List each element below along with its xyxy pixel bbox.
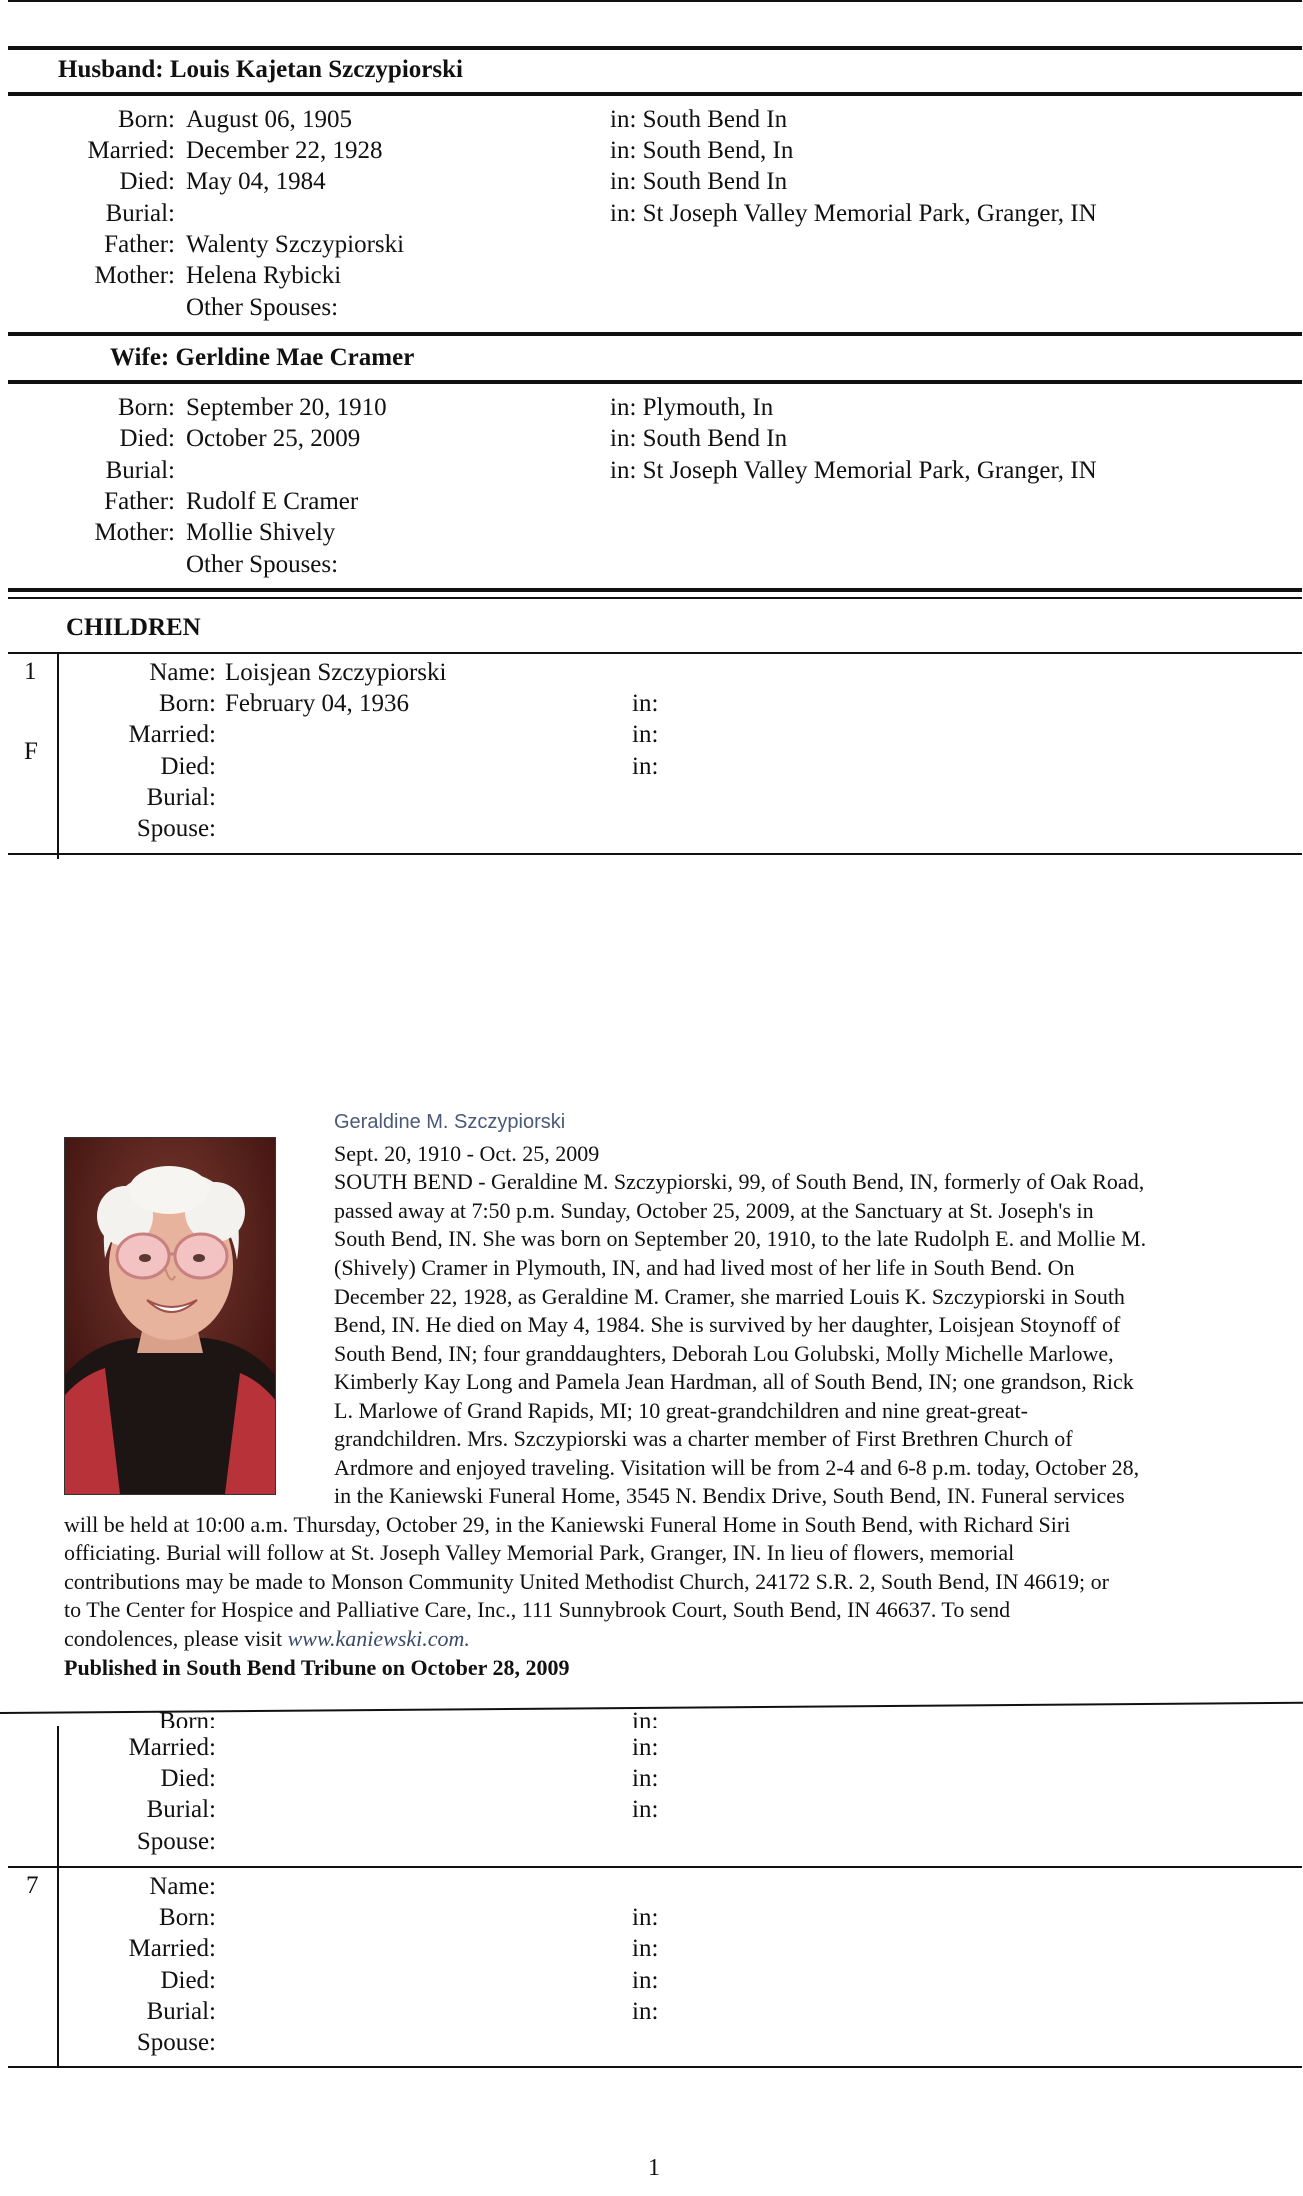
burial-label: Burial: (146, 1796, 216, 1823)
husband-burial-place: in: St Joseph Valley Memorial Park, Granger, IN (610, 200, 1097, 227)
top-rule (8, 0, 1302, 2)
child7-rule-top (8, 1866, 1302, 1868)
husband-heading: Husband: Louis Kajetan Szczypiorski (58, 56, 463, 83)
wife-born: September 20, 1910 (186, 394, 387, 421)
child6-burial-place: in: (632, 1796, 659, 1823)
child1-born-place: in: (632, 690, 659, 717)
child7-rule-bottom (8, 2066, 1302, 2068)
child7-number: 7 (26, 1872, 39, 1899)
obituary-name: Geraldine M. Szczypiorski (334, 1111, 566, 1133)
child6-married-place: in: (632, 1734, 659, 1761)
obituary-line: Bend, IN. He died on May 4, 1984. She is survived by her daughter, Loisjean Stoynoff of (334, 1312, 1121, 1337)
wife-rule-bottom (8, 380, 1302, 384)
wife-born-place: in: Plymouth, In (610, 394, 774, 421)
child1-rule-bottom (8, 853, 1302, 855)
wife-father: Rudolf E Cramer (186, 488, 359, 515)
children-heading: CHILDREN (66, 614, 201, 641)
husband-mother: Helena Rybicki (186, 262, 342, 289)
husband-married-place: in: South Bend, In (610, 137, 794, 164)
child1-number: 1 (24, 658, 37, 685)
married-label: Married: (128, 721, 216, 748)
born-label: Born: (159, 1708, 216, 1728)
child7-burial-place: in: (632, 1998, 659, 2025)
died-label: Died: (119, 168, 175, 195)
married-label: Married: (128, 1734, 216, 1761)
name-label: Name: (149, 659, 216, 686)
born-label: Born: (118, 106, 175, 133)
page-number: 1 (648, 2155, 660, 2181)
obituary-line: L. Marlowe of Grand Rapids, MI; 10 great-grandchildren and nine great-great- (334, 1398, 1028, 1423)
cut-row (0, 1700, 1303, 1728)
died-label: Died: (160, 1765, 216, 1792)
father-label: Father: (104, 488, 175, 515)
child1-born: February 04, 1936 (225, 690, 409, 717)
children-rule-b (8, 597, 1302, 599)
burial-label: Burial: (146, 784, 216, 811)
husband-rule-bottom (8, 92, 1302, 96)
child1-name: Loisjean Szczypiorski (225, 659, 447, 686)
wife-died-place: in: South Bend In (610, 425, 788, 452)
died-label: Died: (160, 1967, 216, 1994)
born-label: Born: (159, 690, 216, 717)
husband-rule-top (8, 46, 1302, 50)
wife-name: Gerldine Mae Cramer (175, 344, 415, 371)
married-label: Married: (87, 137, 175, 164)
mother-label: Mother: (94, 519, 175, 546)
child7-died-place: in: (632, 1967, 659, 1994)
obituary-line: Kimberly Kay Long and Pamela Jean Hardman, all of South Bend, IN; one grandson, Rick (334, 1369, 1134, 1394)
husband-born: August 06, 1905 (186, 106, 352, 133)
obituary-dates: Sept. 20, 1910 - Oct. 25, 2009 (334, 1141, 600, 1166)
died-label: Died: (119, 425, 175, 452)
obituary-line: Ardmore and enjoyed traveling. Visitation will be from 2-4 and 6-8 p.m. today, October 28, (334, 1455, 1140, 1480)
born-label: Born: (118, 394, 175, 421)
child1-died-place: in: (632, 753, 659, 780)
child1-rule-top (8, 652, 1302, 654)
spouse-label: Spouse: (136, 1828, 216, 1855)
obituary-publication: Published in South Bend Tribune on October 28, 2009 (64, 1655, 570, 1680)
children-rule-a (8, 588, 1302, 592)
husband-father: Walenty Szczypiorski (186, 231, 405, 258)
obituary-line: SOUTH BEND - Geraldine M. Szczypiorski, 99, of South Bend, IN, formerly of Oak Road, (334, 1169, 1145, 1194)
husband-name: Louis Kajetan Szczypiorski (169, 56, 463, 83)
child-divider (57, 1726, 59, 2068)
obituary-photo (64, 1137, 276, 1495)
wife-mother: Mollie Shively (186, 519, 336, 546)
husband-other-spouses: Other Spouses: (186, 294, 339, 321)
portrait-image (65, 1138, 275, 1494)
obituary-line: officiating. Burial will follow at St. Joseph Valley Memorial Park, Granger, IN. In lieu of flowers, memorial (64, 1540, 1015, 1565)
spouse-label: Spouse: (136, 2029, 216, 2056)
married-label: Married: (128, 1935, 216, 1962)
wife-died: October 25, 2009 (186, 425, 361, 452)
obituary-line: contributions may be made to Monson Community United Methodist Church, 24172 S.R. 2, South Bend, IN 46619; or (64, 1569, 1109, 1594)
child1-sex: F (24, 738, 38, 765)
funeral-home-website: www.kaniewski.com. (287, 1626, 470, 1651)
child7-married-place: in: (632, 1935, 659, 1962)
obituary-line: in the Kaniewski Funeral Home, 3545 N. Bendix Drive, South Bend, IN. Funeral services (334, 1483, 1125, 1508)
cut-born-place: in: (632, 1708, 659, 1728)
wife-other-spouses: Other Spouses: (186, 551, 339, 578)
born-label: Born: (159, 1904, 216, 1931)
child1-divider (57, 652, 59, 859)
burial-label: Burial: (146, 1998, 216, 2025)
wife-burial-place: in: St Joseph Valley Memorial Park, Granger, IN (610, 457, 1097, 484)
husband-died: May 04, 1984 (186, 168, 326, 195)
name-label: Name: (149, 1873, 216, 1900)
obituary-line: will be held at 10:00 a.m. Thursday, October 29, in the Kaniewski Funeral Home in South Bend, with Richard Siri (64, 1512, 1071, 1537)
mother-label: Mother: (94, 262, 175, 289)
obituary-line: December 22, 1928, as Geraldine M. Cramer, she married Louis K. Szczypiorski in South (334, 1284, 1125, 1309)
husband-born-place: in: South Bend In (610, 106, 788, 133)
obituary-line: grandchildren. Mrs. Szczypiorski was a charter member of First Brethren Church of (334, 1426, 1073, 1451)
burial-label: Burial: (105, 457, 175, 484)
child6-died-place: in: (632, 1765, 659, 1792)
obituary-line: South Bend, IN. She was born on September 20, 1910, to the late Rudolph E. and Mollie M. (334, 1226, 1147, 1251)
husband-married: December 22, 1928 (186, 137, 383, 164)
child1-married-place: in: (632, 721, 659, 748)
husband-died-place: in: South Bend In (610, 168, 788, 195)
obituary-line: South Bend, IN; four granddaughters, Deborah Lou Golubski, Molly Michelle Marlowe, (334, 1341, 1114, 1366)
child7-born-place: in: (632, 1904, 659, 1931)
obituary-line: to The Center for Hospice and Palliative Care, Inc., 111 Sunnybrook Court, South Bend, IN 46637. To send (64, 1597, 1011, 1622)
spouse-label: Spouse: (136, 815, 216, 842)
obituary-line: (Shively) Cramer in Plymouth, IN, and had lived most of her life in South Bend. On (334, 1255, 1075, 1280)
died-label: Died: (160, 753, 216, 780)
obituary-line: condolences, please visit www.kaniewski.com. (64, 1626, 470, 1651)
wife-rule-top (8, 332, 1302, 336)
burial-label: Burial: (105, 200, 175, 227)
father-label: Father: (104, 231, 175, 258)
wife-heading: Wife: Gerldine Mae Cramer (110, 344, 415, 371)
obituary-line: passed away at 7:50 p.m. Sunday, October 25, 2009, at the Sanctuary at St. Joseph's in (334, 1198, 1094, 1223)
